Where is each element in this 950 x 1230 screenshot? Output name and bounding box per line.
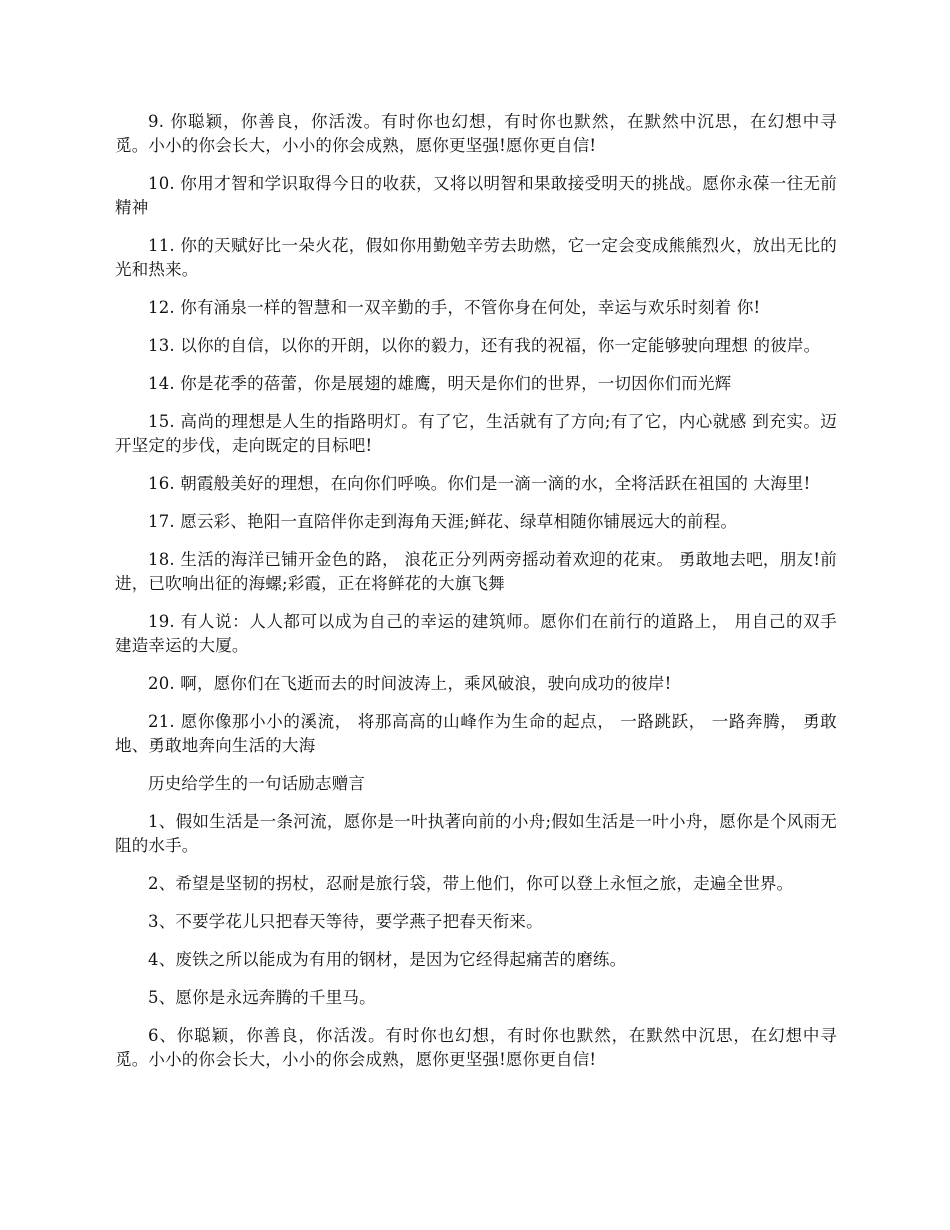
paragraph-19: 19. 有人说：人人都可以成为自己的幸运的建筑师。愿你们在前行的道路上， 用自己的双手建造幸运的大厦。 [115, 612, 837, 655]
list-item-2: 2、希望是坚韧的拐杖，忍耐是旅行袋，带上他们，你可以登上永恒之旅，走遍全世界。 [148, 874, 794, 893]
list-item-6: 6、你聪颖，你善良，你活泼。有时你也幻想，有时你也默然，在默然中沉思，在幻想中寻觅。小小的你会长大，小小的你会成熟，愿你更坚强!愿你更自信! [115, 1026, 837, 1069]
paragraph-20: 20. 啊，愿你们在飞逝而去的时间波涛上，乘风破浪，驶向成功的彼岸! [148, 674, 672, 693]
paragraph-13: 13. 以你的自信，以你的开朗，以你的毅力，还有我的祝福，你一定能够驶向理想 的彼岸。 [148, 336, 821, 355]
paragraph-10: 10. 你用才智和学识取得今日的收获，又将以明智和果敢接受明天的挑战。愿你永葆一往无前精神 [115, 174, 837, 217]
paragraph-17: 17. 愿云彩、艳阳一直陪伴你走到海角天涯;鲜花、绿草相随你铺展远大的前程。 [148, 512, 738, 531]
paragraph-15: 15. 高尚的理想是人生的指路明灯。有了它，生活就有了方向;有了它，内心就感 到充实。迈开坚定的步伐，走向既定的目标吧! [115, 412, 837, 455]
list-item-5: 5、愿你是永远奔腾的千里马。 [148, 988, 376, 1007]
list-item-1: 1、假如生活是一条河流，愿你是一叶执著向前的小舟;假如生活是一叶小舟，愿你是个风雨无阻的水手。 [115, 812, 837, 855]
paragraph-9: 9. 你聪颖，你善良，你活泼。有时你也幻想，有时你也默然，在默然中沉思，在幻想中寻觅。小小的你会长大，小小的你会成熟，愿你更坚强!愿你更自信! [115, 112, 837, 155]
paragraph-16: 16. 朝霞般美好的理想，在向你们呼唤。你们是一滴一滴的水，全将活跃在祖国的 大海里! [148, 474, 811, 493]
paragraph-14: 14. 你是花季的蓓蕾，你是展翅的雄鹰，明天是你们的世界，一切因你们而光辉 [148, 374, 732, 393]
list-item-4: 4、废铁之所以能成为有用的钢材，是因为它经得起痛苦的磨练。 [148, 950, 627, 969]
paragraph-11: 11. 你的天赋好比一朵火花，假如你用勤勉辛劳去助燃，它一定会变成熊熊烈火，放出无比的光和热来。 [115, 236, 837, 279]
document-body [115, 110, 837, 1086]
paragraph-21: 21. 愿你像那小小的溪流， 将那高高的山峰作为生命的起点， 一路跳跃， 一路奔腾， 勇敢地、勇敢地奔向生活的大海 [115, 712, 837, 755]
list-item-3: 3、不要学花儿只把春天等待，要学燕子把春天衔来。 [148, 912, 543, 931]
paragraph-18: 18. 生活的海洋已铺开金色的路， 浪花正分列两旁摇动着欢迎的花束。 勇敢地去吧，朋友!前进，已吹响出征的海螺;彩霞，正在将鲜花的大旗飞舞 [115, 550, 837, 593]
paragraph-12: 12. 你有涌泉一样的智慧和一双辛勤的手，不管你身在何处，幸运与欢乐时刻着 你! [148, 298, 761, 317]
section-heading: 历史给学生的一句话励志赠言 [148, 774, 366, 793]
